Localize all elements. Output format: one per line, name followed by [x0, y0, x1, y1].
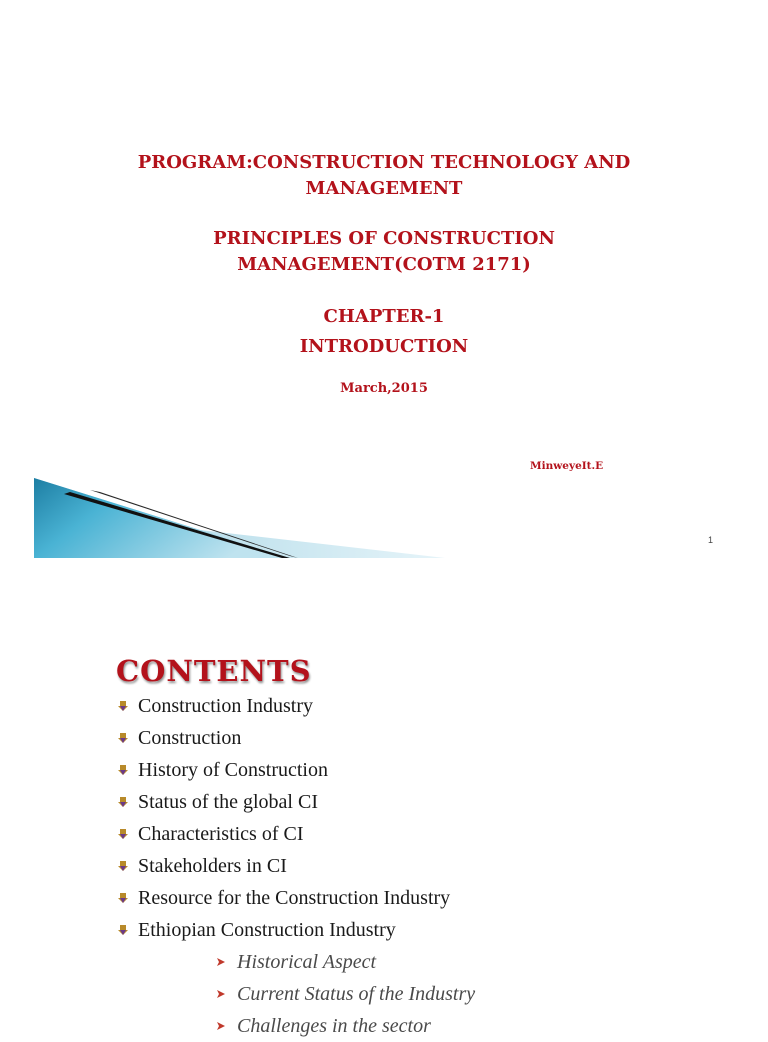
- contents-slide: [0, 592, 768, 1037]
- contents-item: [117, 786, 450, 818]
- contents-item: [117, 754, 450, 786]
- course-title: [0, 226, 768, 278]
- contents-item: [117, 914, 450, 946]
- chapter-heading: [0, 302, 768, 362]
- course-title-line-2: MANAGEMENT(COTM 2171): [237, 254, 531, 275]
- chevron-right-icon: [216, 1021, 226, 1031]
- contents-item-label: Construction: [138, 726, 242, 749]
- contents-sub-item-label: Challenges in the sector: [237, 1014, 431, 1037]
- decorative-wedge-graphic: [30, 470, 450, 562]
- contents-item-label: Construction Industry: [138, 694, 313, 717]
- chevron-right-icon: [216, 989, 226, 999]
- contents-sub-list: [216, 946, 475, 1042]
- program-title: [0, 150, 768, 202]
- contents-sub-item: [216, 946, 475, 978]
- contents-item: [117, 850, 450, 882]
- contents-sub-item: [216, 978, 475, 1010]
- arrow-down-bullet-icon: [117, 700, 129, 712]
- arrow-down-bullet-icon: [117, 828, 129, 840]
- arrow-down-bullet-icon: [117, 796, 129, 808]
- arrow-down-bullet-icon: [117, 764, 129, 776]
- program-title-line-2: MANAGEMENT: [305, 178, 463, 199]
- chapter-title: INTRODUCTION: [299, 336, 469, 357]
- contents-item-label: Stakeholders in CI: [138, 854, 287, 877]
- contents-item: [117, 722, 450, 754]
- arrow-down-bullet-icon: [117, 732, 129, 744]
- contents-sub-item-label: Historical Aspect: [237, 950, 377, 973]
- contents-item: [117, 818, 450, 850]
- arrow-down-bullet-icon: [117, 924, 129, 936]
- contents-heading: CONTENTS: [116, 654, 312, 688]
- contents-item: [117, 882, 450, 914]
- arrow-down-bullet-icon: [117, 860, 129, 872]
- contents-item: [117, 690, 450, 722]
- contents-item-label: Ethiopian Construction Industry: [138, 918, 396, 941]
- contents-item-label: History of Construction: [138, 758, 328, 781]
- page-number: 1: [708, 535, 714, 545]
- contents-sub-item: [216, 1010, 475, 1042]
- chapter-number: CHAPTER-1: [323, 306, 445, 327]
- slide-date: March,2015: [340, 381, 428, 396]
- course-title-line-1: PRINCIPLES OF CONSTRUCTION: [213, 228, 555, 249]
- program-title-line-1: PROGRAM:CONSTRUCTION TECHNOLOGY AND: [137, 152, 631, 173]
- contents-item-label: Resource for the Construction Industry: [138, 886, 451, 909]
- author-name: MinweyeIt.E: [530, 460, 604, 472]
- chevron-right-icon: [216, 957, 226, 967]
- arrow-down-bullet-icon: [117, 892, 129, 904]
- contents-list: [117, 690, 450, 946]
- contents-sub-item-label: Current Status of the Industry: [237, 982, 476, 1005]
- contents-item-label: Status of the global CI: [138, 790, 318, 813]
- contents-item-label: Characteristics of CI: [138, 822, 304, 845]
